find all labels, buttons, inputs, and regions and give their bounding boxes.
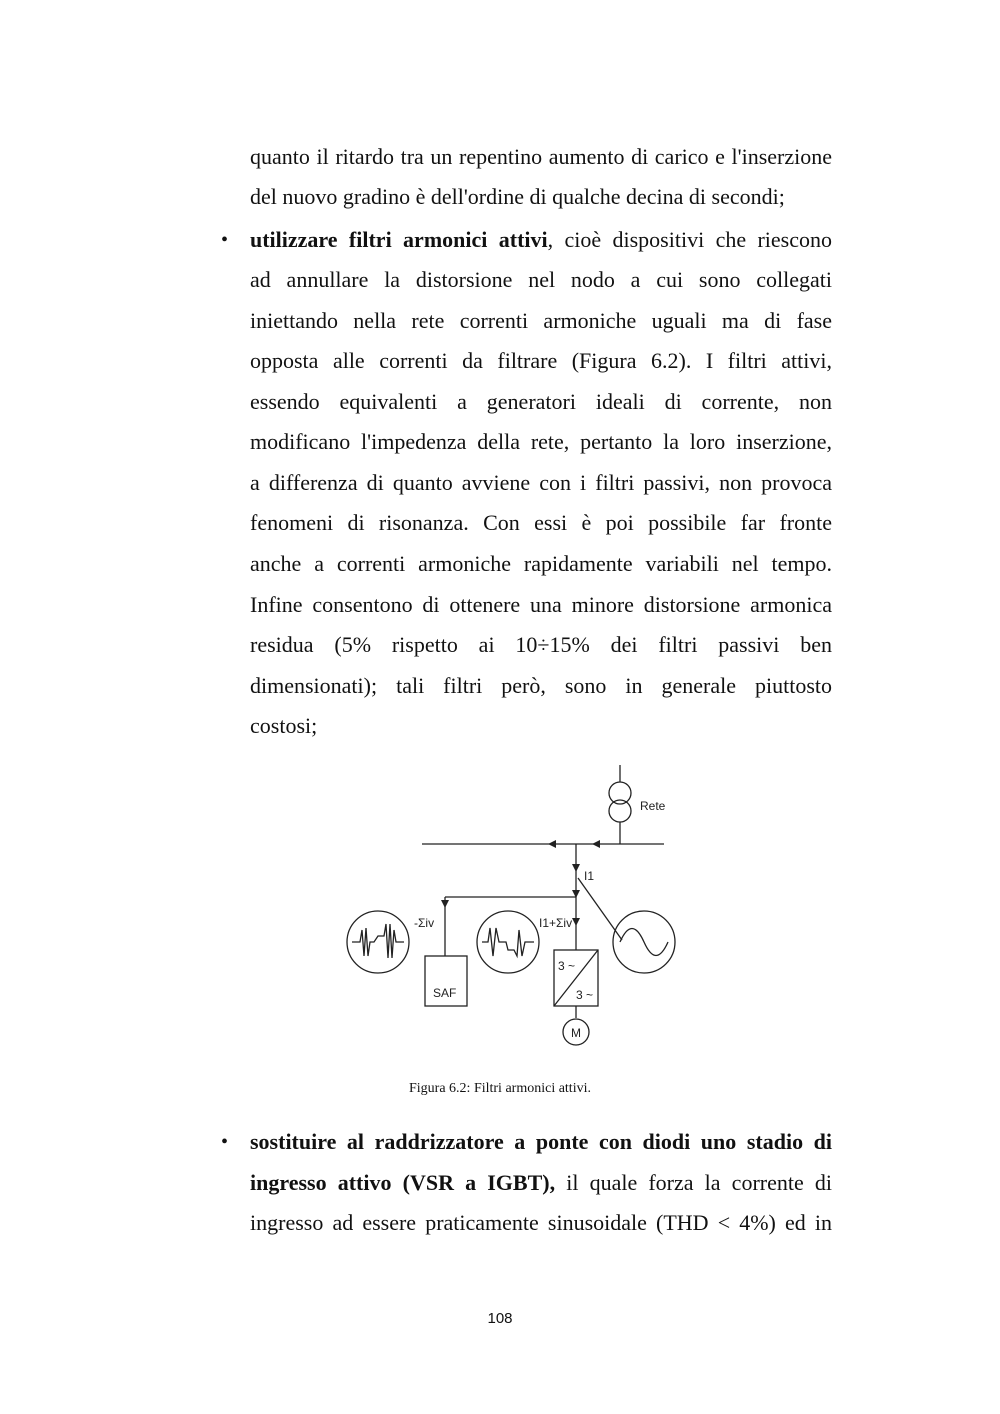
label-converter-bottom: 3 ~ bbox=[576, 988, 594, 1002]
label-motor: M bbox=[571, 1026, 581, 1040]
text-line: opposta alle correnti da filtrare (Figura 6.2). I filtri attivi, bbox=[250, 348, 832, 373]
text-line: residua (5% rispetto ai 10÷15% dei filtri passivi ben bbox=[250, 632, 832, 657]
text-line: ad annullare la distorsione nel nodo a cui sono collegati bbox=[250, 267, 832, 292]
text-line: modificano l'impedenza della rete, pertanto la loro inserzione, bbox=[250, 429, 832, 454]
label-i1: I1 bbox=[584, 869, 595, 883]
label-converter-top: 3 ~ bbox=[558, 959, 576, 973]
text-line: essendo equivalenti a generatori ideali di corrente, non bbox=[250, 389, 832, 414]
label-rete: Rete bbox=[640, 799, 666, 813]
label-minus-sum-iv: -Σiv bbox=[414, 916, 435, 930]
bold-term: utilizzare filtri armonici attivi bbox=[250, 227, 548, 252]
bus-arrow bbox=[592, 840, 600, 848]
text-span: , cioè dispositivi che riescono bbox=[547, 227, 832, 252]
text-line: Infine consentono di ottenere una minore distorsione armonica bbox=[250, 592, 832, 617]
text-line bbox=[250, 1168, 832, 1198]
distorted-waveform bbox=[482, 928, 534, 956]
bus-arrow bbox=[548, 840, 556, 848]
text-line: anche a correnti armoniche rapidamente variabili nel tempo. bbox=[250, 551, 832, 576]
text-line: a differenza di quanto avviene con i filtri passivi, non provoca bbox=[250, 470, 832, 495]
text-line: dimensionati); tali filtri però, sono in generale piuttosto bbox=[250, 673, 832, 698]
label-i1-plus-sum-iv: I1+Σiv bbox=[539, 916, 573, 930]
load-current-arrow bbox=[572, 918, 580, 926]
bold-term: sostituire al raddrizzatore a ponte con diodi uno stadio di bbox=[250, 1129, 832, 1154]
bullet-first-line bbox=[250, 225, 832, 255]
text-line: ingresso ad essere praticamente sinusoidale (THD < 4%) ed in bbox=[250, 1210, 832, 1235]
text-line: iniettando nella rete correnti armoniche uguali ma di fase bbox=[250, 308, 832, 333]
sine-waveform bbox=[620, 929, 668, 956]
active-filter-diagram bbox=[330, 760, 680, 1060]
bullet-first-line bbox=[250, 1127, 832, 1157]
label-saf: SAF bbox=[433, 986, 457, 1000]
bold-term: ingresso attivo (VSR a IGBT), bbox=[250, 1170, 556, 1195]
transformer-secondary bbox=[609, 800, 631, 822]
bullet-marker: • bbox=[221, 229, 229, 251]
text-line: costosi; bbox=[250, 713, 318, 738]
figure-caption: Figura 6.2: Filtri armonici attivi. bbox=[409, 1081, 591, 1096]
text-line: del nuovo gradino è dell'ordine di qualche decina di secondi; bbox=[250, 184, 785, 209]
bullet-marker: • bbox=[221, 1131, 229, 1153]
text-line: fenomeni di risonanza. Con essi è poi possibile far fronte bbox=[250, 510, 832, 535]
page-number: 108 bbox=[487, 1310, 513, 1327]
text-line: quanto il ritardo tra un repentino aumento di carico e l'inserzione bbox=[250, 144, 832, 169]
saf-current-arrow bbox=[441, 900, 449, 908]
text-span: il quale forza la corrente di bbox=[555, 1170, 832, 1195]
harmonic-waveform bbox=[352, 924, 404, 958]
transformer-primary bbox=[609, 782, 631, 804]
current-arrow bbox=[572, 864, 580, 872]
